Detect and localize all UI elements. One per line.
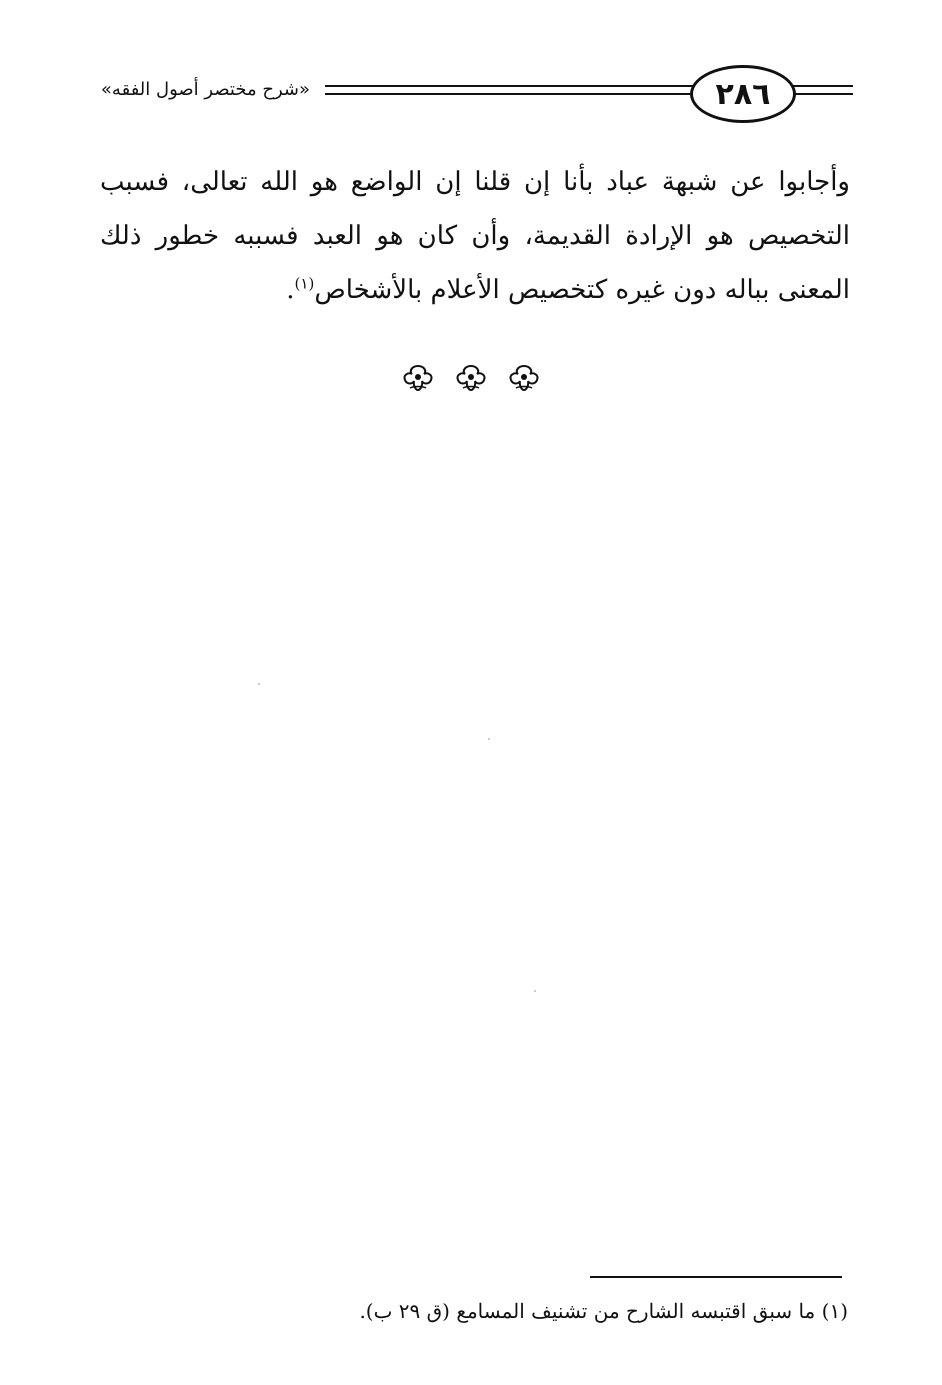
main-paragraph [100, 155, 850, 317]
header-rule [785, 85, 853, 87]
floral-ornament-icon [453, 362, 489, 394]
page-number-text: ٢٨٦ [715, 76, 771, 112]
footnote-reference: (١) [294, 274, 315, 293]
page-header [0, 55, 942, 135]
header-rule [325, 85, 693, 87]
header-rule [325, 93, 693, 95]
paragraph-end-punctuation: . [286, 275, 295, 305]
footnote-separator [590, 1276, 842, 1278]
footnote: (١) ما سبق اقتبسه الشارح من تشنيف المسامع (ق ٢٩ ب). [359, 1299, 848, 1323]
floral-ornament-icon [400, 362, 436, 394]
page-number [690, 65, 796, 123]
section-divider-ornaments [400, 362, 542, 394]
running-title: «شرح مختصر أصول الفقه» [100, 79, 310, 100]
scan-speck [534, 990, 536, 992]
floral-ornament-icon [506, 362, 542, 394]
scan-speck [258, 683, 260, 685]
paragraph-text: وأجابوا عن شبهة عباد بأنا إن قلنا إن الواضع هو الله تعالى، فسبب التخصيص هو الإرادة القديمة، وأن كان هو العبد فسببه خطور ذلك المعنى بباله دون غيره كتخصيص الأعلام بالأشخاص [100, 167, 850, 305]
scan-speck [488, 738, 490, 740]
